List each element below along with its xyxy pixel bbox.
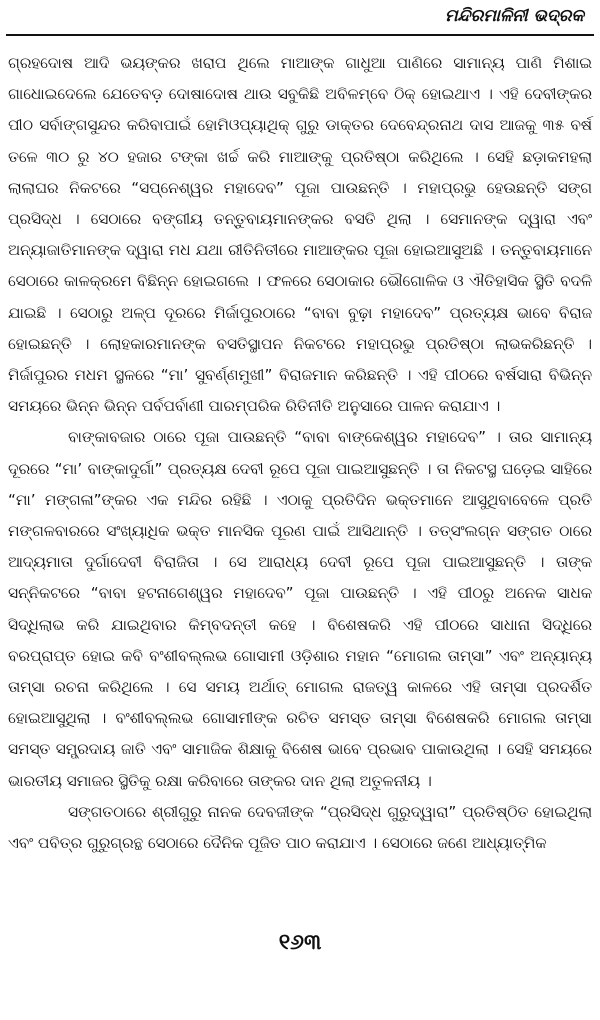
paragraph-2: ବାଙ୍କାବଜାର ଠାରେ ପୂଜା ପାଉଛନ୍ତି “ବାବା ବାଙ୍କେଶ୍ୱର ମହାଦେବ” । ତାର ସାମାନ୍ୟ ଦୂରରେ “ମା’ ବାଙ୍କାଦୁର୍ଗା” ପ୍ରତ୍ୟକ୍ଷ ଦେବୀ ରୂପେ ପୂଜା ପାଇଆସୁଛନ୍ତି । ତା ନିକଟସ୍ଥ ଘଡ଼େଇ ସାହିରେ “ମା’ ମଙ୍ଗଳା”ଙ୍କର ଏକ ମନ୍ଦିର ରହିଛି । ଏଠାକୁ ପ୍ରତିଦିନ ଭକ୍ତମାନେ ଆସୁଥିବାବେଳେ ପ୍ରତି ମଙ୍ଗଳବାରରେ ସଂଖ୍ୟାଧିକ ଭକ୍ତ ମାନସିକ ପୂରଣ ପାଇଁ ଆସିଥାନ୍ତି । ତତ୍ସଂଲଗ୍ନ ସଙ୍ଗତ ଠାରେ ଆଦ୍ୟମାତା ଦୁର୍ଗାଦେବୀ ବିରାଜିତା । ସେ ଆରାଧ୍ୟ ଦେବୀ ରୂପେ ପୂଜା ପାଇଆସୁଛନ୍ତି । ତାଙ୍କ ସନ୍ନିକଟରେ “ବାବା ହଟନାଗେଶ୍ୱର ମହାଦେବ” ପୂଜା ପାଉଛନ୍ତି । ଏହି ପୀଠରୁ ଅନେକ ସାଧକ ସିଦ୍ଧିଲାଭ କରି ଯାଇଥିବାର କିମ୍ବଦନ୍ତୀ କହେ । ବିଶେଷକରି ଏହି ପୀଠରେ ସାଧାନା ସିଦ୍ଧିରେ ବରପ୍ରାପ୍ତ ହୋଇ କବି ବଂଶୀବଲ୍ଲଭ ଗୋସାମୀ ଓଡ଼ିଶାର ମହାନ “ମୋଗଲ ତାମ୍ସା” ଏବଂ ଅନ୍ୟାନ୍ୟ ତାମ୍ସା ରଚନା କରିଥିଲେ । ସେ ସମୟ ଅର୍ଥାତ୍ ମୋଗଲ ରାଜତ୍ୱ କାଳରେ ଏହି ତାମ୍ସା ପ୍ରଦର୍ଶିତ ହୋଇଆସୁଥିଲା । ବଂଶୀବଲ୍ଲଭ ଗୋସାମୀଙ୍କ ରଚିତ ସମସ୍ତ ତାମ୍ସା ବିଶେଷକରି ମୋଗଲ ତାମ୍ସା ସମସ୍ତ ସମ୍ପ୍ରଦାୟ ଜାତି ଏବଂ ସାମାଜିକ ଶିକ୍ଷାକୁ ବିଶେଷ ଭାବେ ପ୍ରଭାବ ପାକାଉଥିଲା । ସେହି ସମୟରେ ଭାରତୀୟ ସମାଜର ସ୍ଥିତିକୁ ରକ୍ଷା କରିବାରେ ତାଙ୍କର ଦାନ ଥିଲା ଅତୁଳନୀୟ । <box>8 428 592 790</box>
paragraph-1: ଗ୍ରହଦୋଷ ଆଦି ଭୟଙ୍କର ଖରାପ ଥିଲେ ମାଆଙ୍କ ଗାଧୁଆ ପାଣିରେ ସାମାନ୍ୟ ପାଣି ମିଶାଇ ଗାଧୋଇଦେଲେ ଯେତେବଡ଼ ଦୋଷାଦୋଷ ଥାଉ ସବୁକିଛି ଅବିଳମ୍ବେ ଠିକ୍ ହୋଇଥାଏ । ଏହି ଦେବୀଙ୍କର ପୀଠ ସର୍ବାଙ୍ଗସୁନ୍ଦର କରିବାପାଇଁ ହୋମିଓପ୍ୟାଥିକ୍ ଗୁରୁ ଡାକ୍ତର ଦେବେନ୍ଦ୍ରନାଥ ଦାସ ଆଜକୁ ୩୫ ବର୍ଷ ତଳେ ୩୦ ରୁ ୪୦ ହଜାର ଟଙ୍କା ଖର୍ଚ୍ଚ କରି ମାଆଙ୍କୁ ପ୍ରତିଷ୍ଠା କରିଥିଲେ । ସେହି ଛଡ଼ାକମହଲା ଲାଲାଘର ନିକଟରେ “ସପ୍ନେଶ୍ୱର ମହାଦେବ” ପୂଜା ପାଉଛନ୍ତି । ମହାପ୍ରଭୁ ହେଉଛନ୍ତି ସଙ୍ଗ ପ୍ରସିଦ୍ଧ । ସେଠାରେ ବଙ୍ଗୀୟ ତନ୍ତୁବାୟମାନଙ୍କର ବସତି ଥିଲା । ସେମାନଙ୍କ ଦ୍ୱାରା ଏବଂ ଅନ୍ୟାଜାତିମାନଙ୍କ ଦ୍ୱାରା ମଧ ଯଥା ରୀତିନିତୀରେ ମାଆଙ୍କର ପୂଜା ହୋଇଆସୁଅଛି । ତନ୍ତୁବାୟମାନେ ସେଠାରେ କାଳକ୍ରମେ ବିଛିନ୍ନ ହୋଇଗଲେ । ଫଳରେ ସେଠାକାର ଭୌଗୋଳିକ ଓ ଐତିହାସିକ ସ୍ଥିତି ବଦଳି ଯାଇଛି । ସେଠାରୁ ଅଳ୍ପ ଦୂରରେ ମିର୍ଜାପୁରଠାରେ “ବାବା ବୁଢ଼ା ମହାଦେବ” ପ୍ରତ୍ୟକ୍ଷ ଭାବେ ବିରାଜ ହୋଇଛନ୍ତି । ଲୋହକାରମାନଙ୍କ ବସତିସ୍ଥାପନ ନିକଟରେ ମହାପ୍ରଭୁ ପ୍ରତିଷ୍ଠା ଲାଭକରିଛନ୍ତି । ମିର୍ଜାପୁରର ମଧମ ସ୍ଥଳରେ “ମା’ ସୁବର୍ଣ୍ଣମୁଖୀ” ବିରାଜମାନ କରିଛନ୍ତି । ଏହି ପୀଠରେ ବର୍ଷସାରା ବିଭିନ୍ନ ସମୟରେ ଭିନ୍ନ ଭିନ୍ନ ପର୍ବପର୍ବାଣୀ ପାରମ୍ପରିକ ରିତିନୀତି ଅନୁସାରେ ପାଳନ କରାଯାଏ । <box>8 54 592 416</box>
running-header: ମନ୍ଦିରମାଳିନୀ ଭଦ୍ରକ <box>444 6 584 26</box>
header-rule <box>6 34 594 36</box>
page-number: ୧୬୩ <box>278 930 322 955</box>
body-text <box>8 48 592 859</box>
paragraph-3: ସଙ୍ଗତଠାରେ ଶ୍ରୀଗୁରୁ ନାନକ ଦେବଜୀଙ୍କ “ପ୍ରସିଦ୍ଧ ଗୁରୁଦ୍ୱାରା” ପ୍ରତିଷ୍ଠିତ ହୋଇଥିଲା ଏବଂ ପବିତ୍ର ଗୁରୁଗ୍ରନ୍ଥ ସେଠାରେ ଦୈନିକ ପୂଜିତ ପାଠ କରାଯାଏ । ସେଠାରେ ଜଣେ ଆଧ୍ୟାତ୍ମିକ <box>8 802 592 853</box>
